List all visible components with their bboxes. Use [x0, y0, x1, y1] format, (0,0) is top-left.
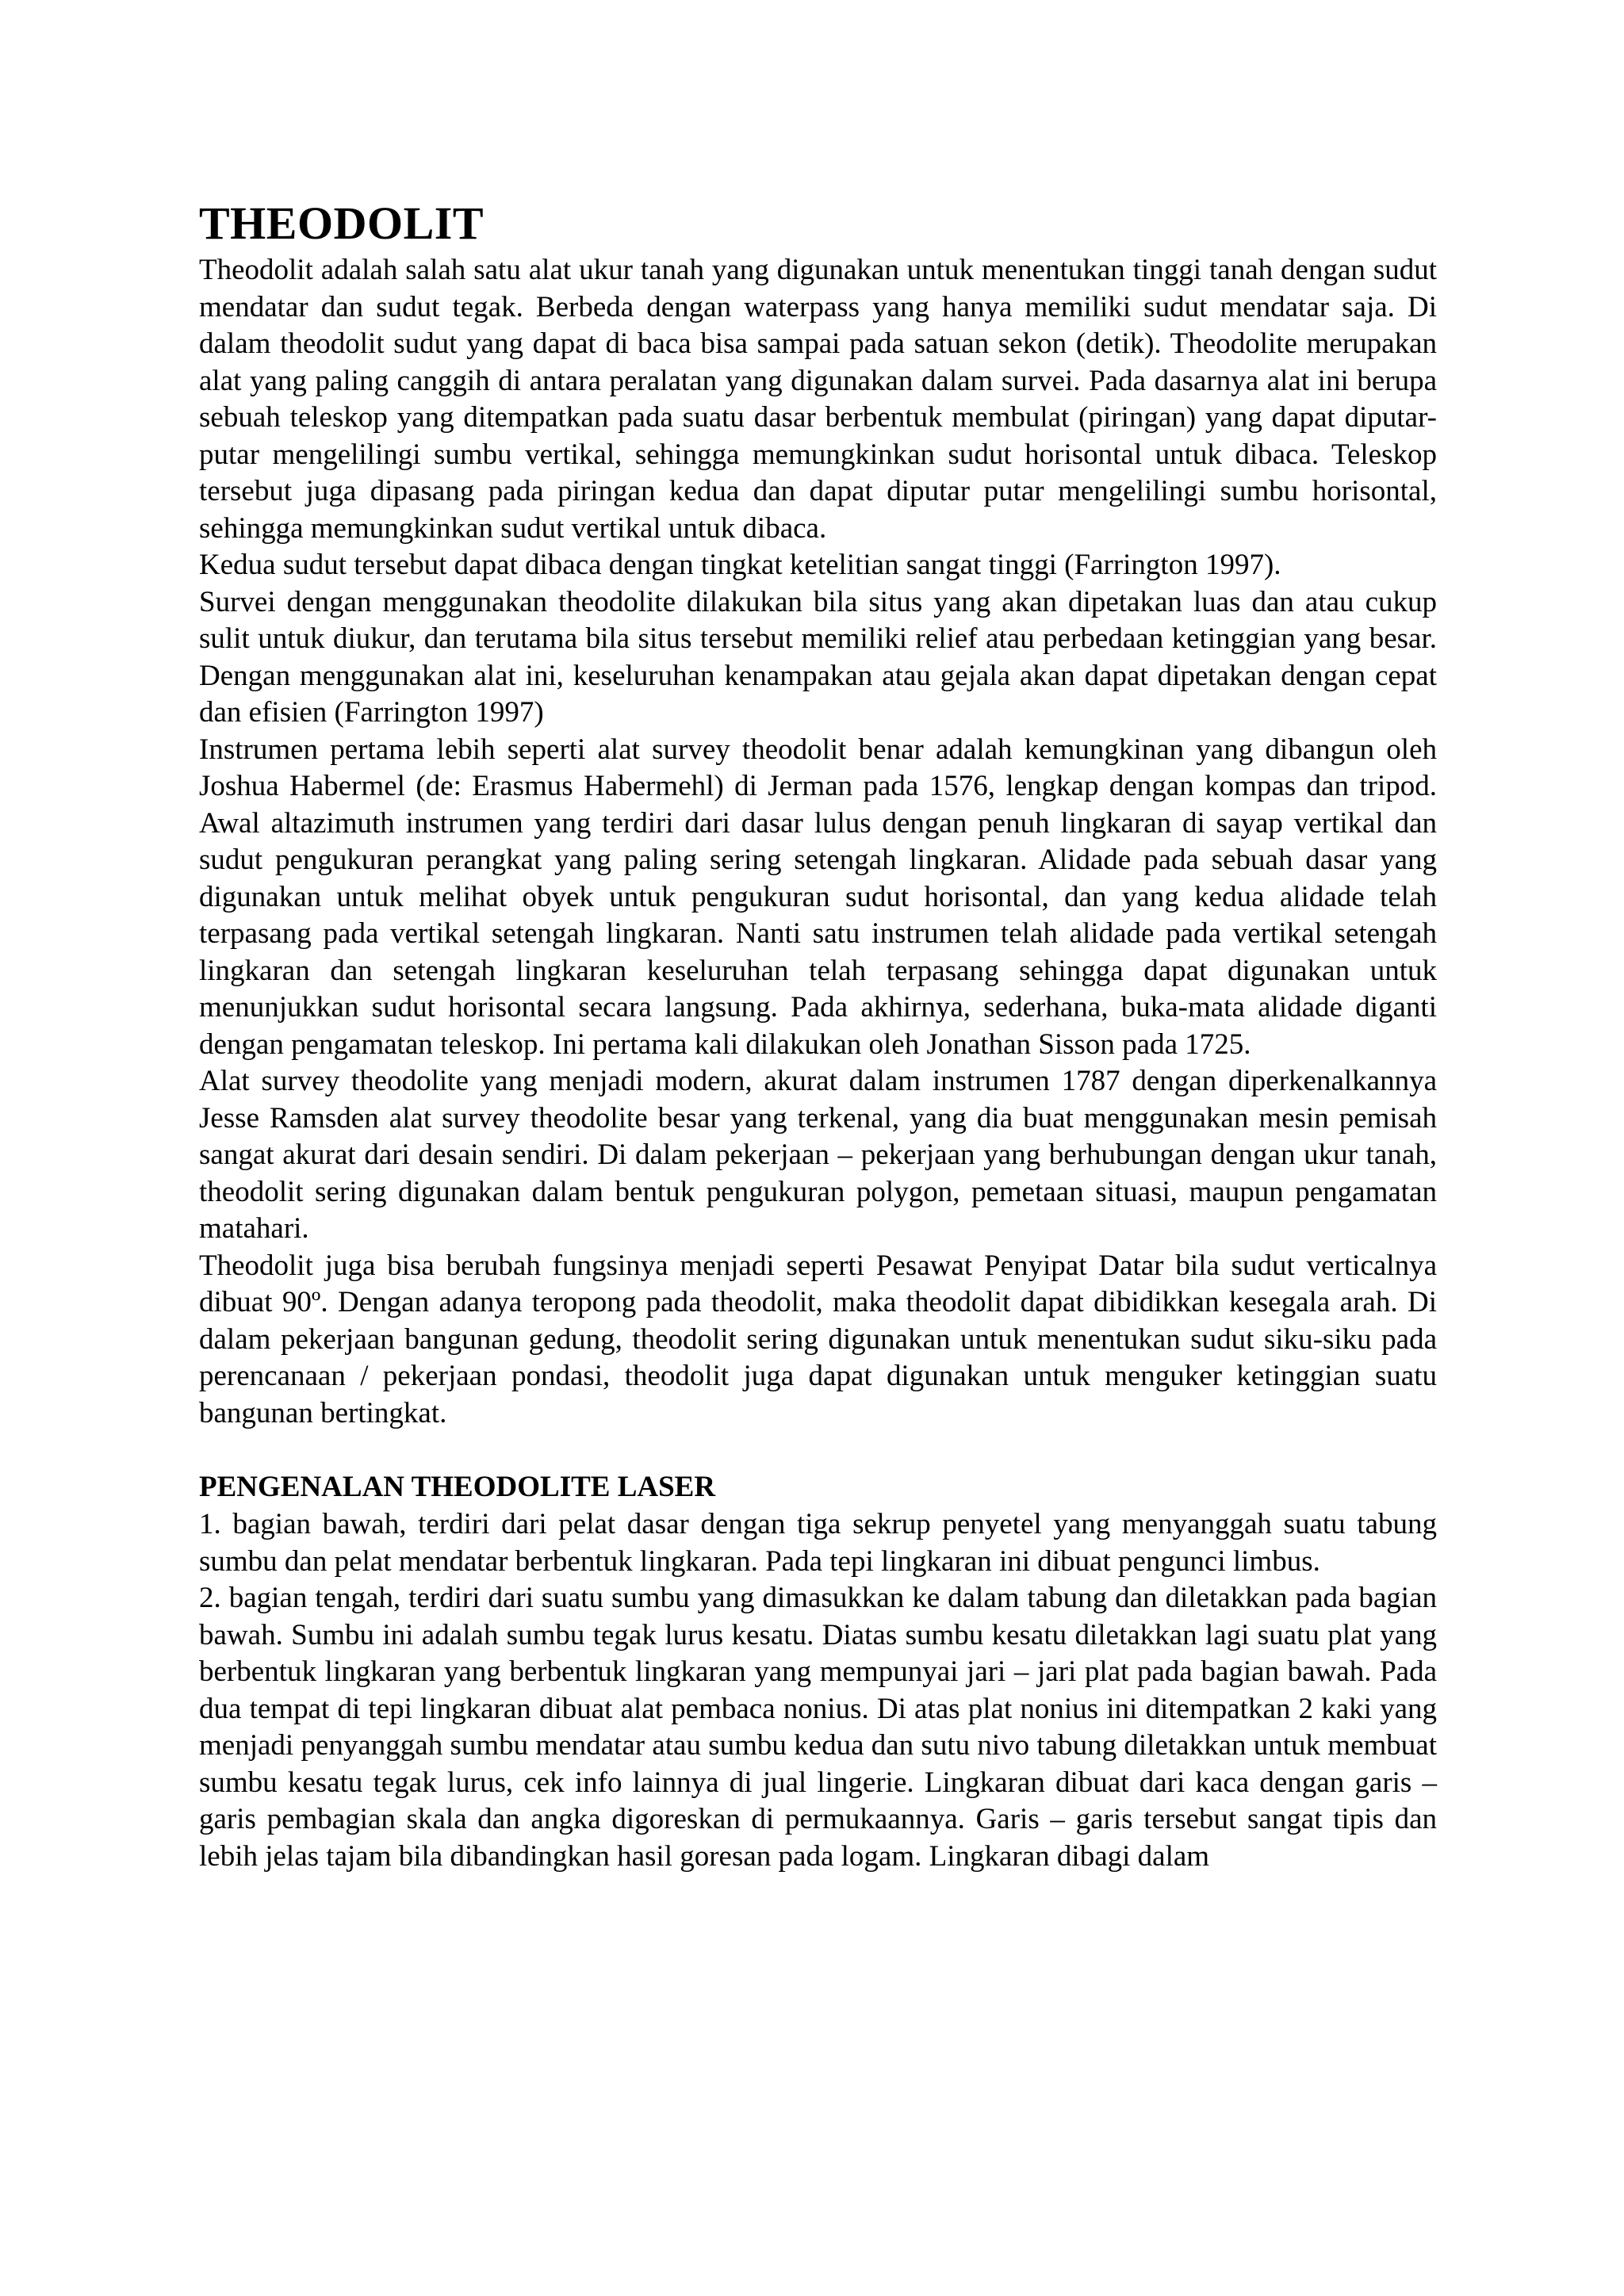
section-item-bottom: 1. bagian bawah, terdiri dari pelat dasar dengan tiga sekrup penyetel yang menyanggah suatu tabung sumbu dan pelat mendatar berbentuk lingkaran. Pada tepi lingkaran ini dibuat pengunci limbus.	[199, 1508, 1437, 1578]
paragraph-definition: Theodolit adalah salah satu alat ukur tanah yang digunakan untuk menentukan tinggi tanah dengan sudut mendatar dan sudut tegak. Berbeda dengan waterpass yang hanya memiliki sudut mendatar saja. Di dalam theodolit sudut yang dapat di baca bisa sampai pada satuan sekon (detik). Theodolite merupakan alat yang paling canggih di antara peralatan yang digunakan dalam survei. Pada dasarnya alat ini berupa sebuah teleskop yang ditempatkan pada suatu dasar berbentuk membulat (piringan) yang dapat diputar-putar mengelilingi sumbu vertikal, sehingga memungkinkan sudut horisontal untuk dibaca. Teleskop tersebut juga dipasang pada piringan kedua dan dapat diputar putar mengelilingi sumbu horisontal, sehingga memungkinkan sudut vertikal untuk dibaca.	[199, 254, 1437, 545]
section-item-middle: 2. bagian tengah, terdiri dari suatu sumbu yang dimasukkan ke dalam tabung dan diletakkan pada bagian bawah. Sumbu ini adalah sumbu tegak lurus kesatu. Diatas sumbu kesatu diletakkan lagi suatu plat yang berbentuk lingkaran yang berbentuk lingkaran yang mempunyai jari – jari plat pada bagian bawah. Pada dua tempat di tepi lingkaran dibuat alat pembaca nonius. Di atas plat nonius ini ditempatkan 2 kaki yang menjadi penyanggah sumbu mendatar atau sumbu kedua dan sutu nivo tabung diletakkan untuk membuat sumbu kesatu tegak lurus, cek info lainnya di jual lingerie. Lingkaran dibuat dari kaca dengan garis – garis pembagian skala dan angka digoreskan di permukaannya. Garis – garis tersebut sangat tipis dan lebih jelas tajam bila dibandingkan hasil goresan pada logam. Lingkaran dibagi dalam	[199, 1582, 1437, 1873]
paragraph-modern: Alat survey theodolite yang menjadi modern, akurat dalam instrumen 1787 dengan diperkenalkannya Jesse Ramsden alat survey theodolite besar yang terkenal, yang dia buat menggunakan mesin pemisah sangat akurat dari desain sendiri. Di dalam pekerjaan – pekerjaan yang berhubungan dengan ukur tanah, theodolit sering digunakan dalam bentuk pengukuran polygon, pemetaan situasi, maupun pengamatan matahari.	[199, 1065, 1437, 1245]
paragraph-history: Instrumen pertama lebih seperti alat survey theodolit benar adalah kemungkinan yang dibangun oleh Joshua Habermel (de: Erasmus Habermehl) di Jerman pada 1576, lengkap dengan kompas dan tripod. Awal altazimuth instrumen yang terdiri dari dasar lulus dengan penuh lingkaran di sayap vertikal dan sudut pengukuran perangkat yang paling sering setengah lingkaran. Alidade pada sebuah dasar yang digunakan untuk melihat obyek untuk pengukuran sudut horisontal, dan yang kedua alidade telah terpasang pada vertikal setengah lingkaran. Nanti satu instrumen telah alidade pada vertikal setengah lingkaran dan setengah lingkaran keseluruhan telah terpasang sehingga dapat digunakan untuk menunjukkan sudut horisontal secara langsung. Pada akhirnya, sederhana, buka-mata alidade diganti dengan pengamatan teleskop. Ini pertama kali dilakukan oleh Jonathan Sisson pada 1725.	[199, 733, 1437, 1061]
document-body	[199, 195, 1437, 1875]
document-title: THEODOLIT	[199, 197, 485, 249]
section-heading: PENGENALAN THEODOLITE LASER	[199, 1471, 716, 1503]
paragraph-survey: Survei dengan menggunakan theodolite dilakukan bila situs yang akan dipetakan luas dan atau cukup sulit untuk diukur, dan terutama bila situs tersebut memiliki relief atau perbedaan ketinggian yang besar. Dengan menggunakan alat ini, keseluruhan kenampakan atau gejala akan dapat dipetakan dengan cepat dan efisien (Farrington 1997)	[199, 585, 1437, 729]
paragraph-precision: Kedua sudut tersebut dapat dibaca dengan tingkat ketelitian sangat tinggi (Farrington 1997).	[199, 549, 1281, 581]
paragraph-function: Theodolit juga bisa berubah fungsinya menjadi seperti Pesawat Penyipat Datar bila sudut verticalnya dibuat 90º. Dengan adanya teropong pada theodolit, maka theodolit dapat dibidikkan kesegala arah. Di dalam pekerjaan bangunan gedung, theodolit sering digunakan untuk menentukan sudut siku-siku pada perencanaan / pekerjaan pondasi, theodolit juga dapat digunakan untuk menguker ketinggian suatu bangunan bertingkat.	[199, 1249, 1437, 1429]
